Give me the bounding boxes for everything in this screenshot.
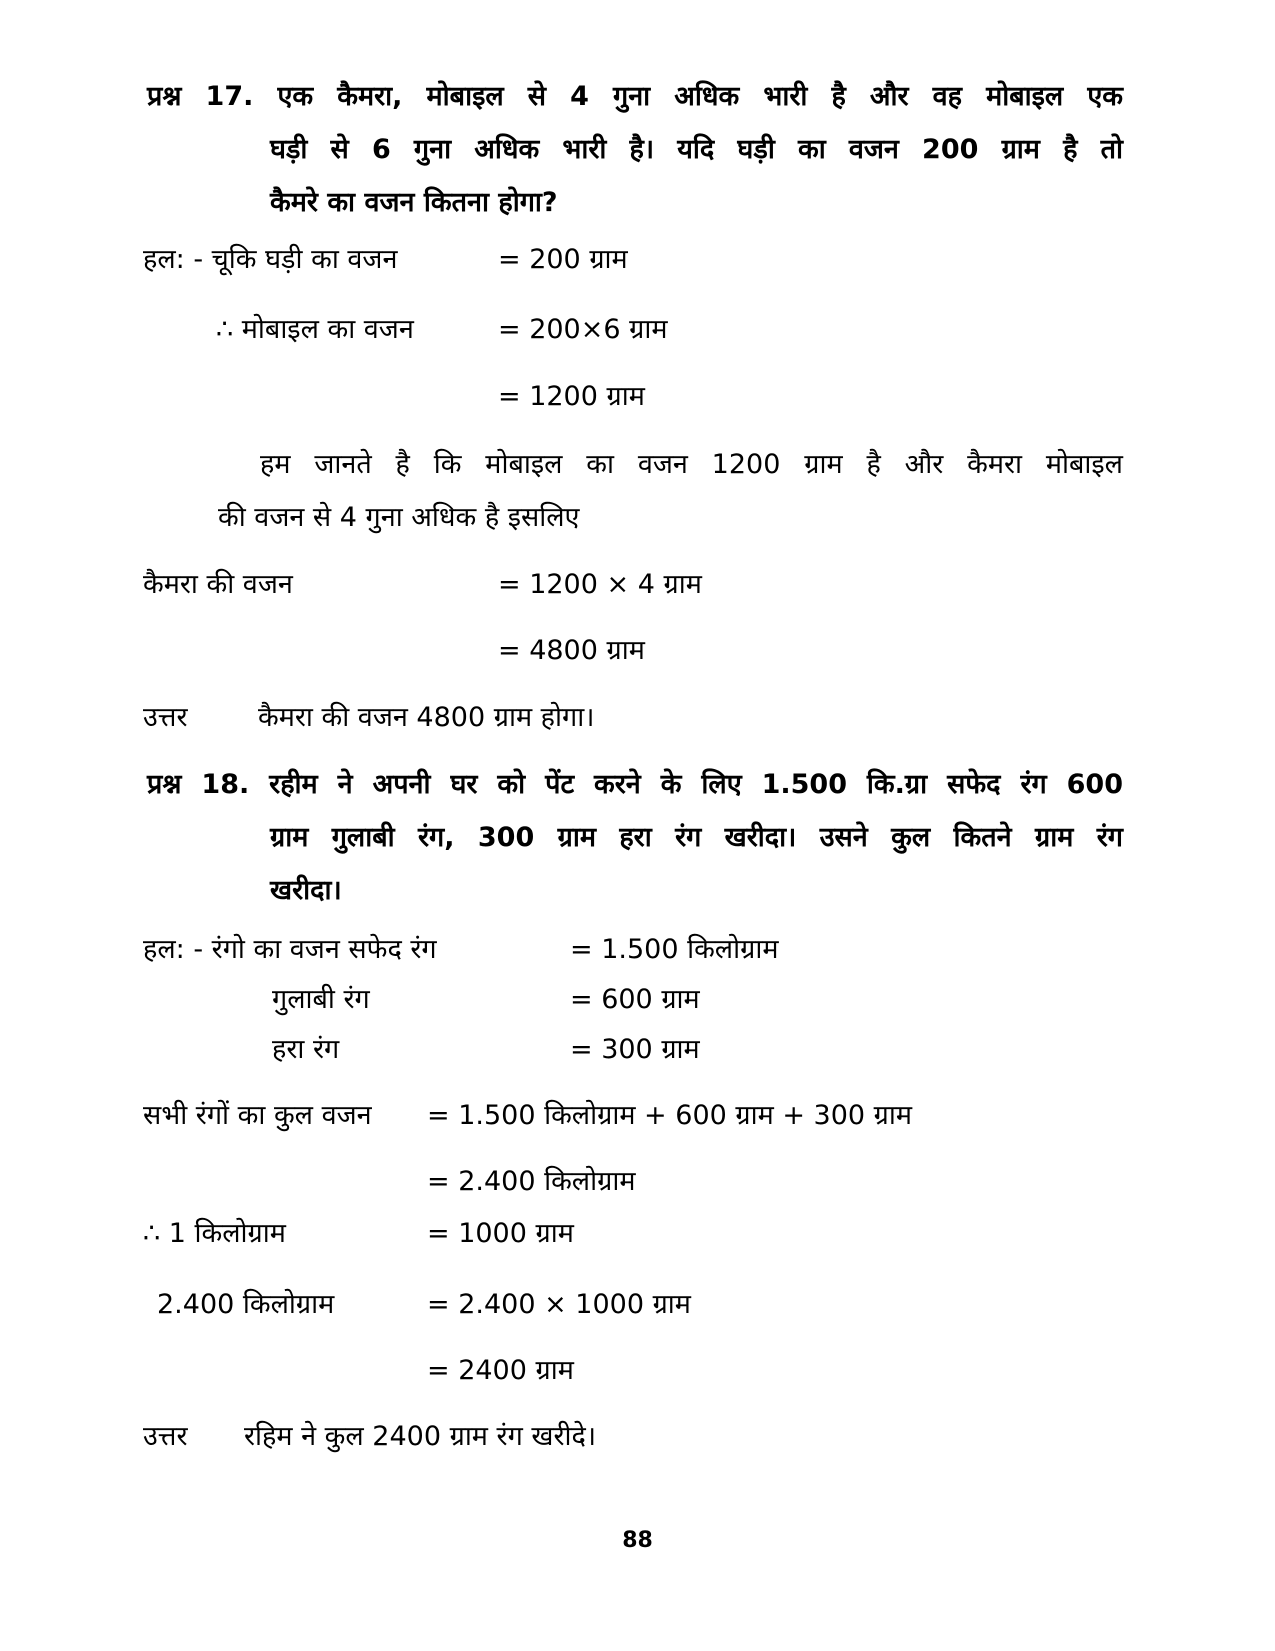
sol17-row1-label: हल: - चूकि घड़ी का वजन — [143, 244, 398, 275]
sol18-row6-label: ∴ 1 किलोग्राम — [143, 1218, 286, 1249]
question-17-line-2: घड़ी से 6 गुना अधिक भारी है। यदि घड़ी का वजन 200 ग्राम है तो — [270, 134, 1123, 165]
sol18-row4-value: = 1.500 किलोग्राम + 600 ग्राम + 300 ग्राम — [427, 1100, 913, 1131]
sol17-paragraph-line-2: की वजन से 4 गुना अधिक है इसलिए — [218, 502, 580, 533]
sol18-row1-label: हल: - रंगो का वजन सफेद रंग — [143, 934, 437, 965]
question-17-line-1: प्रश्न 17. एक कैमरा, मोबाइल से 4 गुना अधिक भारी है और वह मोबाइल एक — [147, 81, 1123, 112]
sol18-row3-value: = 300 ग्राम — [570, 1034, 700, 1065]
sol17-row2-value: = 200×6 ग्राम — [498, 314, 668, 345]
sol18-row7-value: = 2.400 × 1000 ग्राम — [427, 1289, 691, 1320]
sol18-row6-value: = 1000 ग्राम — [427, 1218, 574, 1249]
question-18-line-1: प्रश्न 18. रहीम ने अपनी घर को पेंट करने के लिए 1.500 कि.ग्रा सफेद रंग 600 — [147, 769, 1123, 800]
sol18-answer-label: उत्तर — [143, 1421, 188, 1452]
question-17 — [147, 70, 1123, 229]
sol17-answer-text: कैमरा की वजन 4800 ग्राम होगा। — [258, 702, 595, 733]
sol18-row3-label: हरा रंग — [272, 1034, 340, 1065]
sol18-row8-value: = 2400 ग्राम — [427, 1355, 574, 1386]
question-17-line-3: कैमरे का वजन कितना होगा? — [270, 187, 558, 218]
sol18-row1-value: = 1.500 किलोग्राम — [570, 934, 779, 965]
sol17-row2-label: ∴ मोबाइल का वजन — [216, 314, 414, 345]
sol18-row2-value: = 600 ग्राम — [570, 984, 700, 1015]
sol18-row5-value: = 2.400 किलोग्राम — [427, 1166, 636, 1197]
sol18-row4-label: सभी रंगों का कुल वजन — [143, 1100, 372, 1131]
sol18-row2-label: गुलाबी रंग — [272, 984, 370, 1015]
sol18-row7-label: 2.400 किलोग्राम — [157, 1289, 335, 1320]
sol17-paragraph — [218, 438, 1123, 544]
question-18-line-3: खरीदा। — [270, 875, 342, 906]
sol18-answer-text: रहिम ने कुल 2400 ग्राम रंग खरीदे। — [244, 1421, 597, 1452]
sol17-paragraph-line-1: हम जानते है कि मोबाइल का वजन 1200 ग्राम है और कैमरा मोबाइल — [260, 449, 1123, 480]
question-18 — [147, 758, 1123, 917]
sol17-row3-value: = 1200 ग्राम — [498, 381, 645, 412]
sol17-row5-value: = 4800 ग्राम — [498, 635, 645, 666]
sol17-row1-value: = 200 ग्राम — [498, 244, 628, 275]
sol17-row4-value: = 1200 × 4 ग्राम — [498, 569, 702, 600]
sol17-answer-label: उत्तर — [143, 702, 188, 733]
question-18-line-2: ग्राम गुलाबी रंग, 300 ग्राम हरा रंग खरीदा। उसने कुल कितने ग्राम रंग — [270, 822, 1123, 853]
page-number: 88 — [622, 1528, 653, 1553]
sol17-row4-label: कैमरा की वजन — [143, 569, 293, 600]
